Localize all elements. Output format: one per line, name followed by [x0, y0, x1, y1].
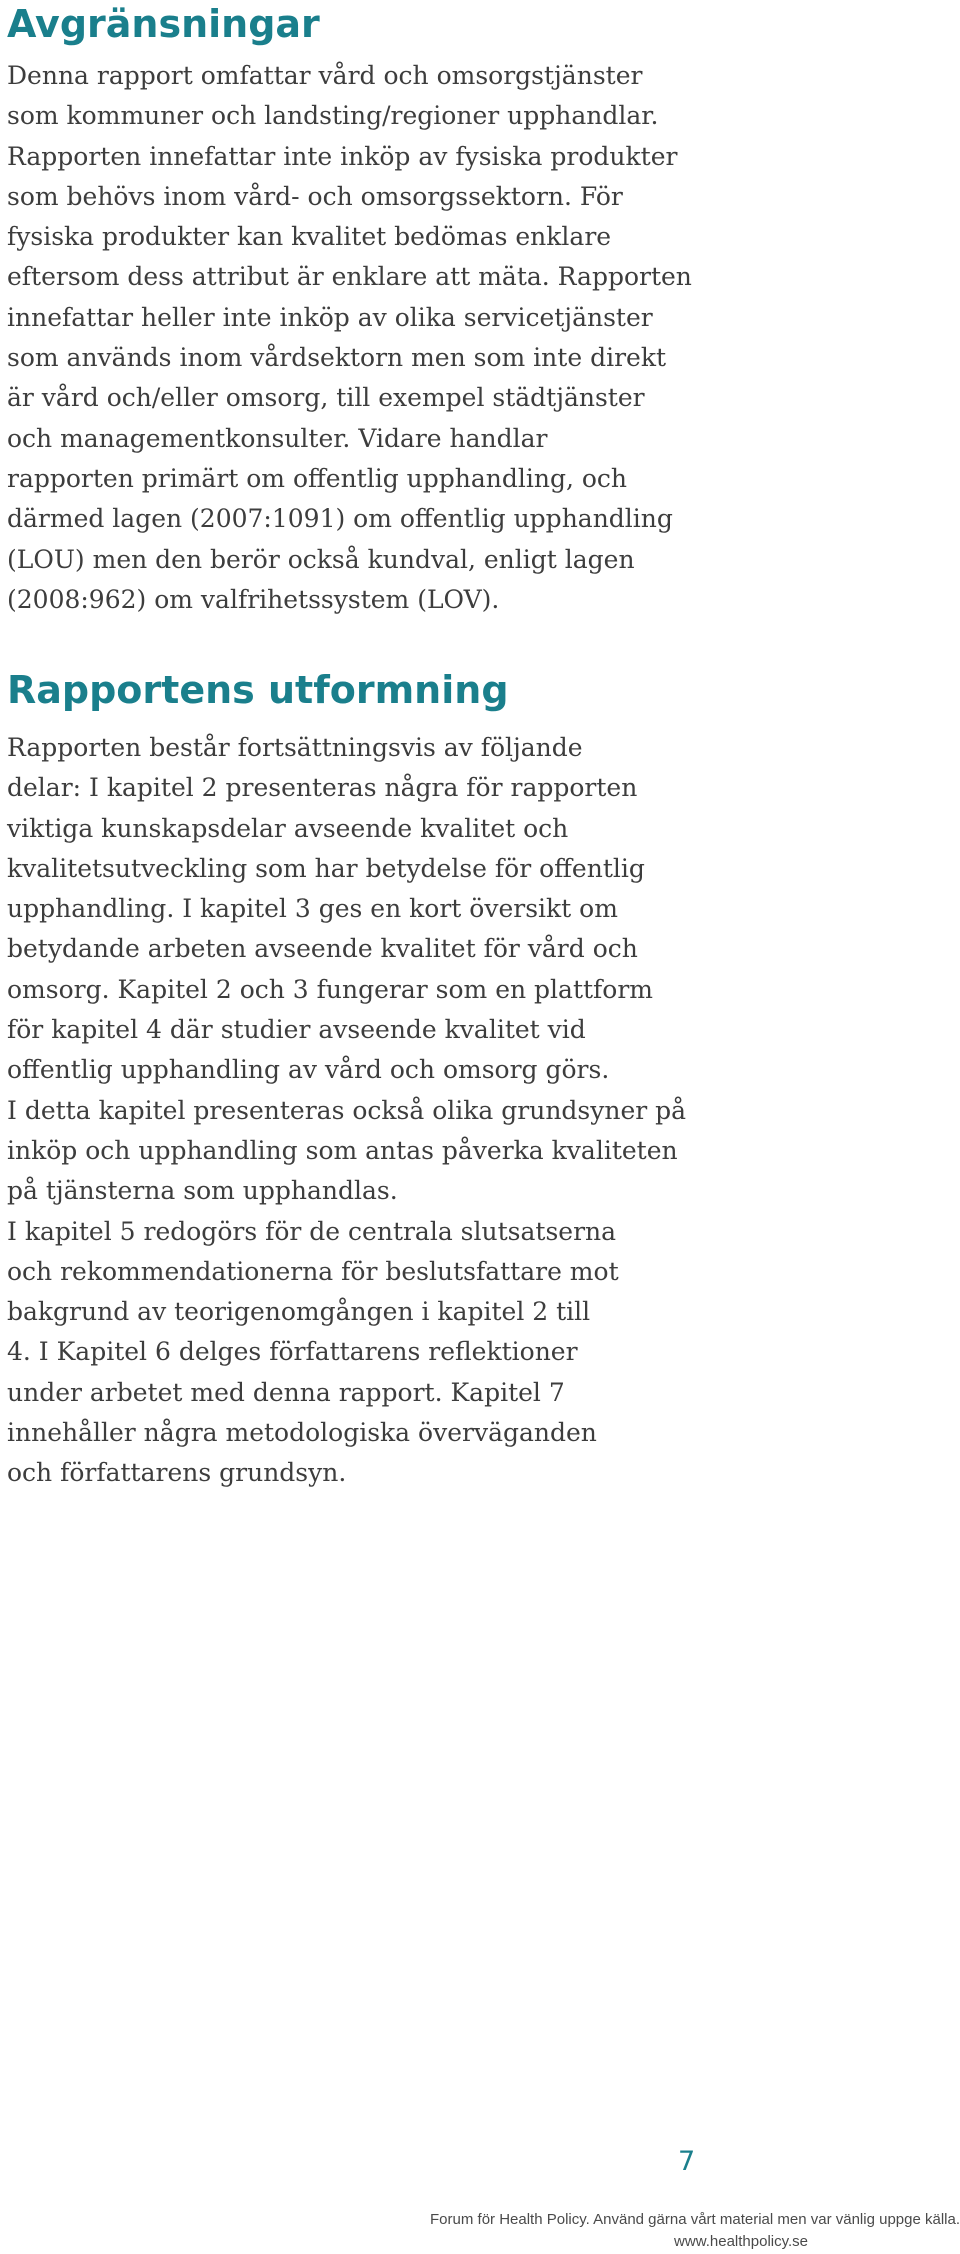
- text-line: delar: I kapitel 2 presenteras några för rapporten: [7, 773, 638, 803]
- text-line: Rapporten består fortsättningsvis av följande: [7, 733, 583, 762]
- text-line: som kommuner och landsting/regioner upphandlar.: [7, 101, 659, 131]
- text-line: och managementkonsulter. Vidare handlar: [7, 423, 548, 453]
- text-line: innehåller några metodologiska överväganden: [7, 1418, 597, 1448]
- text-line: upphandling. I kapitel 3 ges en kort översikt om: [7, 894, 618, 924]
- page-number: 7: [678, 2146, 696, 2177]
- section-heading-avgransningar: Avgränsningar: [7, 2, 320, 46]
- text-line: under arbetet med denna rapport. Kapitel 7: [7, 1377, 565, 1407]
- text-line: och rekommendationerna för beslutsfattare mot: [7, 1256, 619, 1286]
- text-line: är vård och/eller omsorg, till exempel städtjänster: [7, 383, 645, 413]
- text-line: och författarens grundsyn.: [7, 1458, 347, 1488]
- text-line: 4. I Kapitel 6 delges författarens reflektioner: [7, 1337, 578, 1367]
- text-line: betydande arbeten avseende kvalitet för vård och: [7, 934, 638, 964]
- text-line: omsorg. Kapitel 2 och 3 fungerar som en plattform: [7, 974, 653, 1004]
- text-line: inköp och upphandling som antas påverka kvaliteten: [7, 1135, 678, 1165]
- paragraph-rapportens-utformning: [7, 728, 947, 1494]
- text-line: innefattar heller inte inköp av olika servicetjänster: [7, 302, 653, 332]
- text-line: I kapitel 5 redogörs för de centrala slutsatserna: [7, 1216, 617, 1246]
- text-line: I detta kapitel presenteras också olika grundsyner på: [7, 1095, 687, 1125]
- text-line: Rapporten innefattar inte inköp av fysiska produkter: [7, 141, 678, 171]
- text-line: Denna rapport omfattar vård och omsorgstjänster: [7, 61, 643, 90]
- text-line: eftersom dess attribut är enklare att mäta. Rapporten: [7, 262, 692, 292]
- text-line: fysiska produkter kan kvalitet bedömas enklare: [7, 222, 612, 252]
- text-line: på tjänsterna som upphandlas.: [7, 1176, 398, 1206]
- section-heading-rapportens-utformning: Rapportens utformning: [7, 668, 509, 712]
- text-line: som behövs inom vård- och omsorgssektorn. För: [7, 181, 623, 211]
- text-line: viktiga kunskapsdelar avseende kvalitet och: [7, 813, 569, 843]
- footer-notice: Forum för Health Policy. Använd gärna vårt material men var vänlig uppge källa.: [430, 2211, 960, 2228]
- text-line: kvalitetsutveckling som har betydelse för offentlig: [7, 853, 645, 883]
- text-line: (LOU) men den berör också kundval, enligt lagen: [7, 544, 635, 574]
- footer-website-link[interactable]: www.healthpolicy.se: [674, 2233, 808, 2250]
- text-line: för kapitel 4 där studier avseende kvalitet vid: [7, 1015, 586, 1045]
- text-line: som används inom vårdsektorn men som inte direkt: [7, 343, 667, 373]
- text-line: (2008:962) om valfrihetssystem (LOV).: [7, 584, 500, 614]
- paragraph-avgransningar: [7, 56, 947, 620]
- text-line: därmed lagen (2007:1091) om offentlig upphandling: [7, 504, 673, 534]
- text-line: offentlig upphandling av vård och omsorg görs.: [7, 1055, 610, 1085]
- text-line: rapporten primärt om offentlig upphandling, och: [7, 463, 628, 493]
- text-line: bakgrund av teorigenomgången i kapitel 2 till: [7, 1297, 591, 1327]
